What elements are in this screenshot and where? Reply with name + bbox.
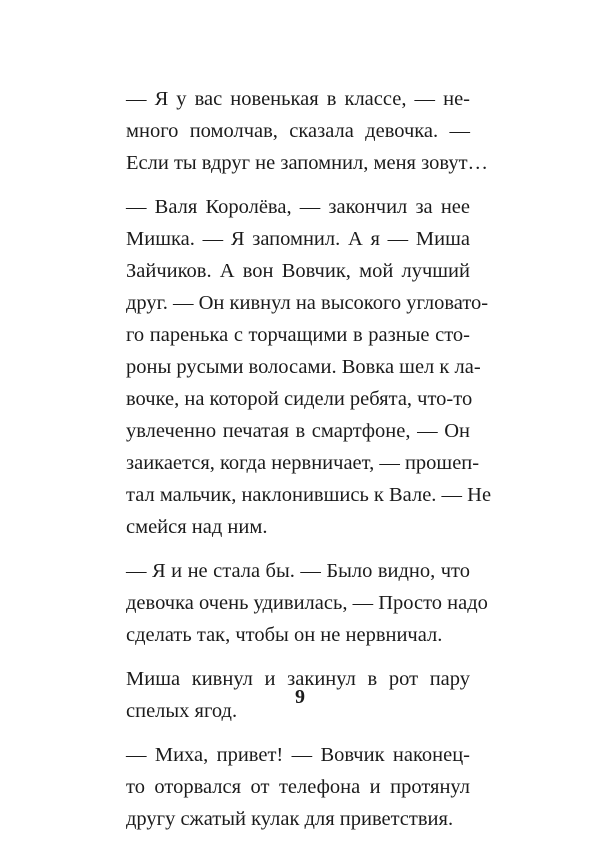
text-line: — Я у вас новенькая в классе, — не- <box>126 88 470 110</box>
paragraph <box>126 83 489 179</box>
text-line: Миша кивнул и закинул в рот пару <box>126 668 470 690</box>
text-line: го паренька с торчащими в разные сто- <box>126 324 470 346</box>
paragraph <box>126 739 470 835</box>
text-line: много помолчав, сказала девочка. — <box>126 120 470 142</box>
text-line: — Валя Королёва, — закончил за нее <box>126 196 470 218</box>
text-line: девочка очень удивилась, — Просто надо <box>126 592 488 614</box>
text-line: вочке, на которой сидели ребята, что-то <box>126 388 473 410</box>
text-line: — Миха, привет! — Вовчик наконец- <box>126 744 470 766</box>
text-line: заикается, когда нервничает, — прошеп- <box>126 452 480 474</box>
text-line: сделать так, чтобы он не нервничал. <box>126 624 443 646</box>
text-line: смейся над ним. <box>126 516 268 538</box>
text-line: Если ты вдруг не запомнил, меня зовут… <box>126 152 489 174</box>
paragraph <box>126 555 488 651</box>
page-text <box>126 83 492 847</box>
text-line: Мишка. — Я запомнил. А я — Миша <box>126 228 470 250</box>
text-line: друг. — Он кивнул на высокого угловато- <box>126 292 489 314</box>
text-line: спелых ягод. <box>126 700 238 722</box>
text-line: — Я и не стала бы. — Было видно, что <box>126 560 470 582</box>
text-line: Зайчиков. А вон Вовчик, мой лучший <box>126 260 470 282</box>
page-number: 9 <box>295 686 305 708</box>
text-line: тал мальчик, наклонившись к Вале. — Не <box>126 484 492 506</box>
text-line: роны русыми волосами. Вовка шел к ла- <box>126 356 481 378</box>
paragraph <box>126 191 492 543</box>
text-line: то оторвался от телефона и протянул <box>126 776 470 798</box>
text-line: увлеченно печатая в смартфоне, — Он <box>126 420 470 442</box>
text-line: другу сжатый кулак для приветствия. <box>126 808 454 830</box>
